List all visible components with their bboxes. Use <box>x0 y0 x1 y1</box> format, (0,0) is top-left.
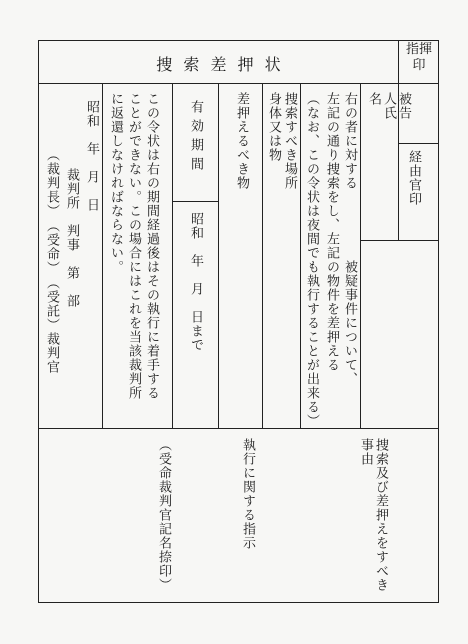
validity-date: 昭和 年 月 日まで <box>188 212 203 352</box>
execution-instruction-label: 執行に関する指示 <box>240 438 255 550</box>
validity-label: 有効期間 <box>188 100 203 176</box>
seize-items-label: 差押えるべき物 <box>234 92 249 190</box>
search-body-label: 身体又は物 <box>266 92 281 162</box>
main-text-column-line <box>300 83 301 428</box>
stamp-bottom-line <box>360 240 438 241</box>
title-bottom-line <box>38 83 438 84</box>
frame-bottom <box>38 602 438 603</box>
main-text-line-2: 被疑事件について、 <box>342 260 357 386</box>
validity-divider <box>172 201 218 202</box>
court-line: 裁判所 判事 第 部 <box>64 168 79 308</box>
accused-name-label: 被告人氏名 <box>366 92 411 120</box>
main-text-line-1: 右の者に対する <box>342 92 357 190</box>
items-column-line <box>218 83 219 428</box>
notice-line-3: に返還しなければならない。 <box>108 92 123 274</box>
main-text-line-4: （なお、この令状は夜間でも執行することが出来る） <box>304 92 319 428</box>
reason-label: 捜索及び差押えをすべき事由 <box>358 438 388 592</box>
name-column-line <box>360 83 361 428</box>
notice-line-2: ことができない。この場合にはこれを当該裁判所 <box>126 92 141 400</box>
notice-line-1: この令状は右の期間経過後はその執行に着手する <box>144 92 159 400</box>
frame-right <box>438 40 439 603</box>
frame-top <box>38 40 438 41</box>
upper-section-bottom-line <box>38 428 438 429</box>
warrant-title: 捜 索 差 押 状 <box>156 55 284 74</box>
clerk-stamp-label: 経由官印 <box>406 150 421 206</box>
search-place-label: 捜索すべき場所 <box>282 92 297 190</box>
main-text-line-3: 左記の通り捜索をし、左記の物件を差押える <box>324 92 339 372</box>
notice-column-line <box>102 83 103 428</box>
issue-date: 昭和 年 月 日 <box>84 100 99 212</box>
place-column-line <box>262 83 263 428</box>
stamp-mid-line <box>398 143 438 144</box>
judge-roles: （裁判長） （受命） （受託）裁判官 <box>44 148 59 374</box>
frame-left <box>38 40 39 603</box>
validity-column-line <box>172 83 173 428</box>
stamp-column-line <box>398 40 399 240</box>
judge-sign-label: （受命裁判官記名捺印） <box>156 438 171 592</box>
commander-stamp-label: 指揮印 <box>405 42 432 73</box>
